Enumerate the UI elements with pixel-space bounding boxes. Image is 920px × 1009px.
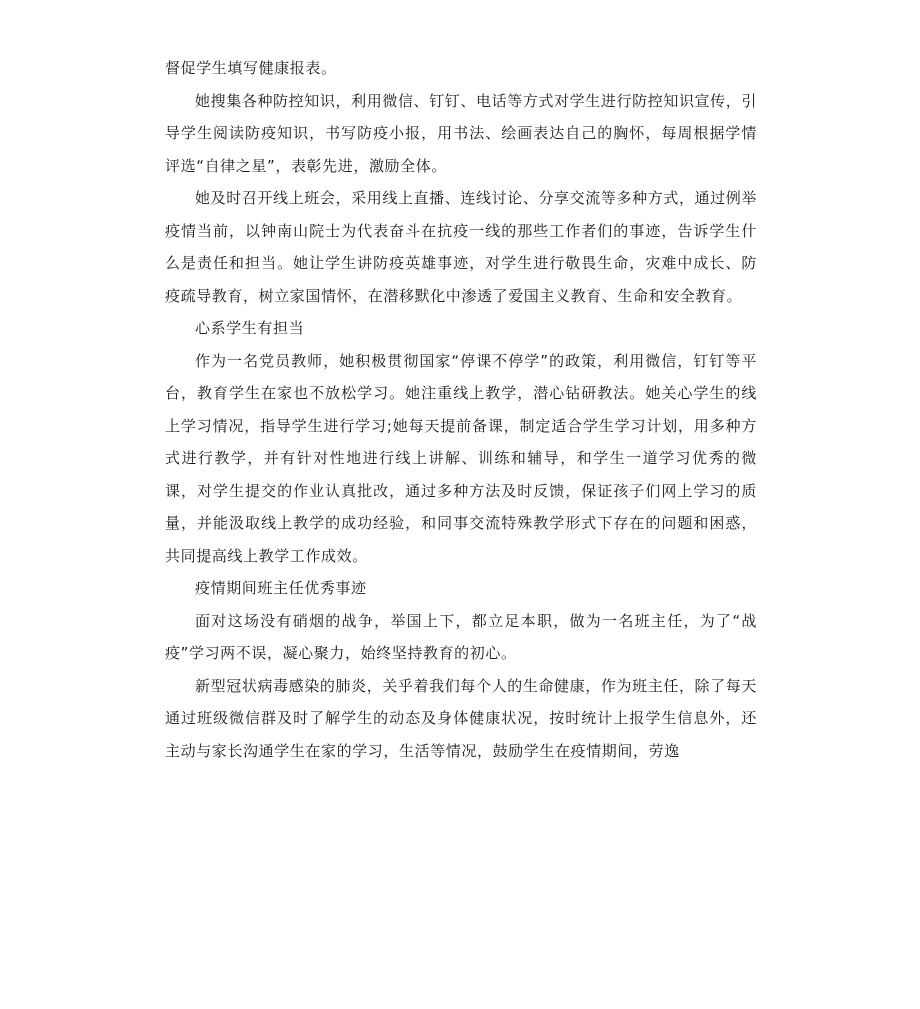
paragraph-2: 她搜集各种防控知识，利用微信、钉钉、电话等方式对学生进行防控知识宣传，引导学生阅读防疫知识，书写防疫小报，用书法、绘画表达自己的胸怀，每周根据学情评选“自律之星”，表彰先进，激励全体。 xyxy=(165,91,757,175)
section-heading-2: 疫情期间班主任优秀事迹 xyxy=(195,579,367,597)
document-page xyxy=(165,52,757,767)
paragraph-6: 新型冠状病毒感染的肺炎，关乎着我们每个人的生命健康，作为班主任，除了每天通过班级微信群及时了解学生的动态及身体健康状况，按时统计上报学生信息外，还主动与家长沟通学生在家的学习，生活等情况，鼓励学生在疫情期间，劳逸 xyxy=(165,676,757,760)
section-heading-1: 心系学生有担当 xyxy=(195,319,305,337)
paragraph-1: 督促学生填写健康报表。 xyxy=(165,59,337,77)
paragraph-3: 她及时召开线上班会，采用线上直播、连线讨论、分享交流等多种方式，通过例举疫情当前，以钟南山院士为代表奋斗在抗疫一线的那些工作者们的事迹，告诉学生什么是责任和担当。她让学生讲防疫英雄事迹，对学生进行敬畏生命，灾难中成长、防疫疏导教育，树立家国情怀，在潜移默化中渗透了爱国主义教育、生命和安全教育。 xyxy=(165,189,757,305)
paragraph-5: 面对这场没有硝烟的战争，举国上下，都立足本职，做为一名班主任，为了“战疫”学习两不误，凝心聚力，始终坚持教育的初心。 xyxy=(165,611,757,662)
paragraph-4: 作为一名党员教师，她积极贯彻国家“停课不停学”的政策，利用微信，钉钉等平台，教育学生在家也不放松学习。她注重线上教学，潜心钻研教法。她关心学生的线上学习情况，指导学生进行学习;她每天提前备课，制定适合学生学习计划，用多种方式进行教学，并有针对性地进行线上讲解、训练和辅导，和学生一道学习优秀的微课，对学生提交的作业认真批改，通过多种方法及时反馈，保证孩子们网上学习的质量，并能汲取线上教学的成功经验，和同事交流特殊教学形式下存在的问题和困惑，共同提高线上教学工作成效。 xyxy=(165,351,757,565)
